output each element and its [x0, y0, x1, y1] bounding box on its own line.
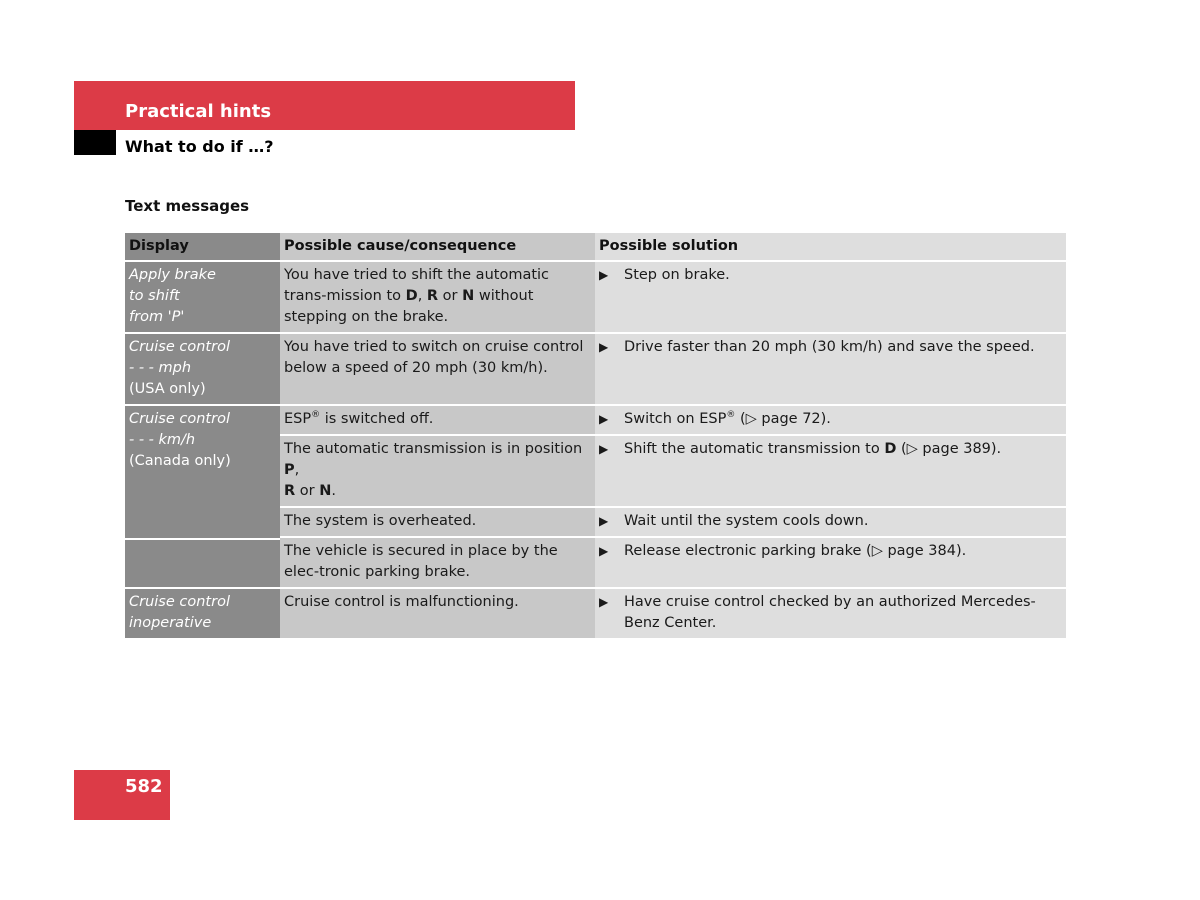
solution-text-part: (▷ page 389). [896, 441, 1002, 457]
table-header-row [125, 233, 1066, 262]
cause-cell [280, 406, 595, 436]
solution-text-part: (▷ page 72). [735, 411, 831, 427]
solution-cell [595, 589, 1066, 640]
header-tab-marker [74, 130, 116, 155]
display-text: to shift [129, 288, 180, 304]
solution-text [624, 439, 1001, 460]
cause-cell: You have tried to switch on cruise control below a speed of 20 mph (30 km/h). [280, 334, 595, 406]
gear-r: R [426, 288, 439, 304]
cause-text: is switched off. [320, 411, 434, 427]
page-number-box [74, 770, 170, 820]
display-cell [125, 589, 280, 640]
registered-mark: ® [311, 410, 321, 421]
table-row [125, 538, 1066, 589]
display-cell-empty [125, 538, 280, 589]
cause-cell [280, 262, 595, 334]
text-messages-table [125, 233, 1066, 640]
solution-text-part: Switch on ESP [624, 411, 727, 427]
section-header-bar [74, 81, 575, 130]
display-text: from 'P' [129, 309, 185, 325]
page-title: Practical hints [125, 101, 272, 122]
bullet-arrow-icon: ▶ [599, 340, 609, 354]
bullet-arrow-icon: ▶ [599, 544, 609, 558]
cause-text: The automatic transmission is in position [284, 441, 583, 457]
bullet-arrow-icon: ▶ [599, 595, 609, 609]
registered-mark: ® [726, 410, 736, 421]
gear-n: N [319, 483, 332, 499]
table-row [125, 406, 1066, 436]
gear-p: P [284, 462, 295, 478]
cause-text: , [294, 462, 300, 478]
bullet-arrow-icon: ▶ [599, 442, 609, 456]
table-row [125, 589, 1066, 640]
gear-d: D [884, 441, 897, 457]
gear-r: R [284, 483, 296, 499]
solution-cell [595, 262, 1066, 334]
display-text: Apply brake [129, 267, 216, 283]
solution-text-part: Shift the automatic transmission to [624, 441, 885, 457]
gear-d: D [405, 288, 418, 304]
solution-cell [595, 508, 1066, 538]
solution-text [624, 409, 831, 430]
display-text: Cruise control [129, 594, 230, 610]
cause-text: You have tried to shift the automatic trans-mission to [284, 267, 550, 304]
cause-text: . [331, 483, 336, 499]
table-row [125, 334, 1066, 406]
cause-cell: The system is overheated. [280, 508, 595, 538]
display-text: inoperative [129, 615, 212, 631]
solution-text: Have cruise control checked by an authorized Mercedes-Benz Center. [624, 594, 1036, 631]
solution-cell [595, 538, 1066, 589]
page-subtitle: What to do if …? [125, 137, 274, 156]
solution-cell [595, 334, 1066, 406]
solution-text: Release electronic parking brake (▷ page 384). [624, 543, 967, 559]
cause-cell [280, 436, 595, 508]
solution-cell [595, 406, 1066, 436]
column-header-display: Display [125, 233, 280, 262]
cause-text: without stepping on the brake. [284, 288, 534, 325]
cause-text: ESP [284, 411, 312, 427]
solution-text: Wait until the system cools down. [624, 513, 869, 529]
display-cell [125, 262, 280, 334]
display-cell [125, 334, 280, 406]
display-note: (USA only) [129, 381, 206, 397]
table-row [125, 262, 1066, 334]
gear-n: N [462, 288, 475, 304]
bullet-arrow-icon: ▶ [599, 514, 609, 528]
cause-cell: Cruise control is malfunctioning. [280, 589, 595, 640]
display-text: - - - km/h [129, 432, 196, 448]
cause-cell: The vehicle is secured in place by the elec-tronic parking brake. [280, 538, 595, 589]
column-header-solution: Possible solution [595, 233, 1066, 262]
bullet-arrow-icon: ▶ [599, 412, 609, 426]
display-note: (Canada only) [129, 453, 231, 469]
solution-cell [595, 436, 1066, 508]
solution-text: Drive faster than 20 mph (30 km/h) and save the speed. [624, 339, 1035, 355]
cause-text: or [438, 288, 463, 304]
section-heading: Text messages [125, 197, 250, 215]
cause-text: , [417, 288, 427, 304]
display-text: Cruise control [129, 339, 230, 355]
page-number: 582 [125, 776, 163, 797]
cause-text: or [295, 483, 320, 499]
bullet-arrow-icon: ▶ [599, 268, 609, 282]
display-cell [125, 406, 280, 538]
solution-text: Step on brake. [624, 267, 730, 283]
display-text: Cruise control [129, 411, 230, 427]
column-header-cause: Possible cause/consequence [280, 233, 595, 262]
display-text: - - - mph [129, 360, 192, 376]
